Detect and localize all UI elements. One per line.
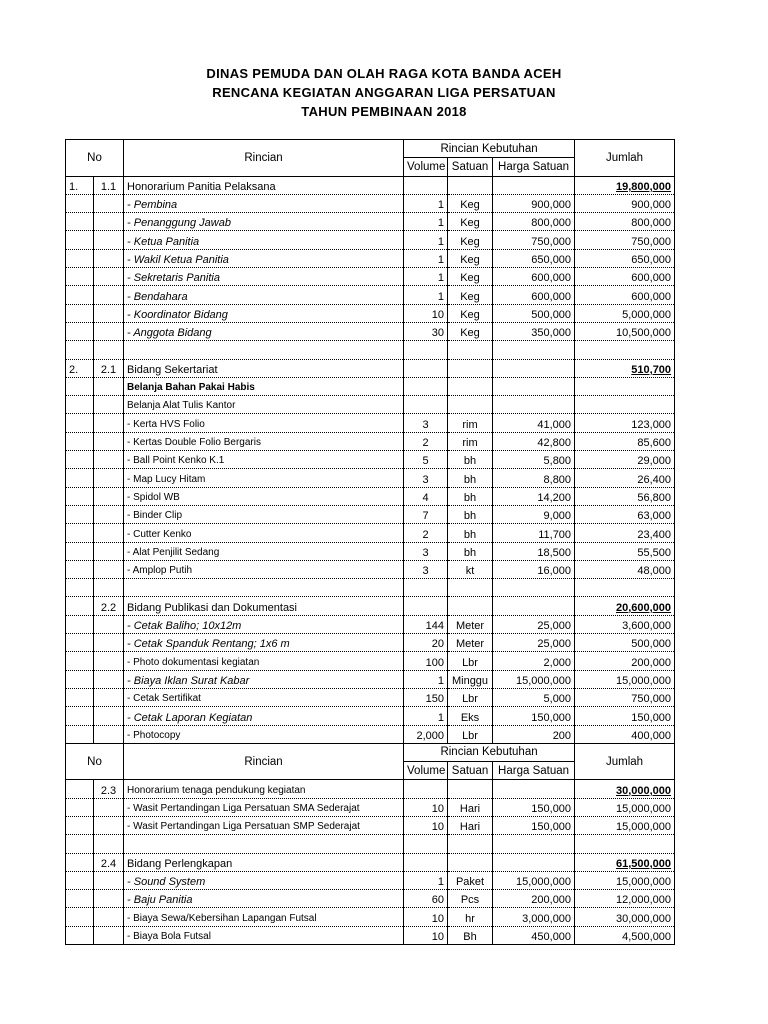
item-row — [66, 542, 675, 560]
section-row — [66, 359, 675, 377]
item-unit-price: 3,000,000 — [493, 908, 575, 926]
item-volume: 2,000 — [404, 725, 448, 743]
item-unit: Keg — [448, 231, 493, 249]
item-description: - Cetak Sertifikat — [124, 688, 404, 706]
item-unit: bh — [448, 542, 493, 560]
item-amount: 15,000,000 — [575, 670, 675, 688]
item-description: - Binder Clip — [124, 505, 404, 523]
item-description: - Kerta HVS Folio — [124, 414, 404, 432]
item-amount: 3,600,000 — [575, 615, 675, 633]
header-satuan: Satuan — [448, 762, 493, 780]
item-unit-price: 600,000 — [493, 286, 575, 304]
row-number: 2. — [66, 359, 94, 377]
item-unit-price: 900,000 — [493, 194, 575, 212]
item-unit: Keg — [448, 322, 493, 340]
item-amount: 15,000,000 — [575, 798, 675, 816]
item-amount: 56,800 — [575, 487, 675, 505]
item-row — [66, 926, 675, 944]
title-line-3: TAHUN PEMBINAAN 2018 — [301, 104, 467, 119]
item-amount: 150,000 — [575, 707, 675, 725]
item-unit-price: 25,000 — [493, 615, 575, 633]
item-amount: 4,500,000 — [575, 926, 675, 944]
item-row — [66, 469, 675, 487]
item-amount: 200,000 — [575, 652, 675, 670]
item-row — [66, 908, 675, 926]
item-row — [66, 634, 675, 652]
item-unit-price: 200,000 — [493, 890, 575, 908]
item-unit: Keg — [448, 249, 493, 267]
item-unit-price: 15,000,000 — [493, 871, 575, 889]
item-unit: Keg — [448, 268, 493, 286]
section-row — [66, 176, 675, 194]
item-row — [66, 725, 675, 743]
item-unit: Lbr — [448, 688, 493, 706]
item-description: - Koordinator Bidang — [124, 304, 404, 322]
item-volume: 144 — [404, 615, 448, 633]
item-unit-price: 600,000 — [493, 268, 575, 286]
row-subnumber: 1.1 — [94, 176, 124, 194]
item-amount: 750,000 — [575, 231, 675, 249]
row-subnumber: 2.1 — [94, 359, 124, 377]
item-unit: Bh — [448, 926, 493, 944]
item-description: - Alat Penjilit Sedang — [124, 542, 404, 560]
row-subnumber: 2.4 — [94, 853, 124, 871]
item-volume: 30 — [404, 322, 448, 340]
header-no: No — [66, 140, 124, 177]
item-unit: Hari — [448, 798, 493, 816]
item-unit-price: 8,800 — [493, 469, 575, 487]
item-unit-price: 350,000 — [493, 322, 575, 340]
item-description: - Ball Point Kenko K.1 — [124, 451, 404, 469]
item-unit-price: 41,000 — [493, 414, 575, 432]
item-unit: Meter — [448, 615, 493, 633]
section-total: 61,500,000 — [575, 853, 675, 871]
item-unit-price: 150,000 — [493, 816, 575, 834]
section-total: 19,800,000 — [575, 176, 675, 194]
item-amount: 23,400 — [575, 524, 675, 542]
item-unit: Lbr — [448, 652, 493, 670]
item-row — [66, 304, 675, 322]
table-header-row — [66, 140, 675, 158]
header-rincian: Rincian — [124, 743, 404, 780]
item-row — [66, 688, 675, 706]
item-row — [66, 194, 675, 212]
item-unit-price: 150,000 — [493, 707, 575, 725]
section-title: Bidang Perlengkapan — [124, 853, 404, 871]
item-volume: 10 — [404, 926, 448, 944]
item-volume: 10 — [404, 908, 448, 926]
item-volume: 1 — [404, 871, 448, 889]
item-description: - Cutter Kenko — [124, 524, 404, 542]
section-total: 20,600,000 — [575, 597, 675, 615]
item-unit-price: 450,000 — [493, 926, 575, 944]
item-amount: 26,400 — [575, 469, 675, 487]
item-amount: 30,000,000 — [575, 908, 675, 926]
item-volume: 2 — [404, 432, 448, 450]
item-volume: 100 — [404, 652, 448, 670]
section-row — [66, 780, 675, 798]
header-rincian-kebutuhan: Rincian Kebutuhan — [404, 140, 575, 158]
item-row — [66, 505, 675, 523]
item-volume: 3 — [404, 560, 448, 578]
item-row — [66, 652, 675, 670]
section-row — [66, 853, 675, 871]
item-unit: Keg — [448, 213, 493, 231]
item-amount: 600,000 — [575, 268, 675, 286]
item-unit-price: 5,000 — [493, 688, 575, 706]
item-unit-price: 18,500 — [493, 542, 575, 560]
row-number — [66, 597, 94, 615]
item-row — [66, 670, 675, 688]
header-jumlah: Jumlah — [575, 140, 675, 177]
item-description: - Bendahara — [124, 286, 404, 304]
row-number: 1. — [66, 176, 94, 194]
blank-row — [66, 835, 675, 853]
item-amount: 900,000 — [575, 194, 675, 212]
item-amount: 123,000 — [575, 414, 675, 432]
item-row — [66, 249, 675, 267]
item-row — [66, 231, 675, 249]
item-row — [66, 432, 675, 450]
item-unit-price: 150,000 — [493, 798, 575, 816]
item-unit: rim — [448, 414, 493, 432]
item-unit: Lbr — [448, 725, 493, 743]
row-number — [66, 780, 94, 798]
item-unit: Paket — [448, 871, 493, 889]
table-header-row — [66, 743, 675, 761]
item-description: - Biaya Iklan Surat Kabar — [124, 670, 404, 688]
item-volume: 20 — [404, 634, 448, 652]
section-total: 510,700 — [575, 359, 675, 377]
item-row — [66, 560, 675, 578]
item-description: - Sekretaris Panitia — [124, 268, 404, 286]
item-description: - Spidol WB — [124, 487, 404, 505]
item-unit-price: 25,000 — [493, 634, 575, 652]
item-volume: 1 — [404, 213, 448, 231]
item-description: - Baju Panitia — [124, 890, 404, 908]
section-row — [66, 597, 675, 615]
blank-row — [66, 341, 675, 359]
item-row — [66, 487, 675, 505]
item-description: - Amplop Putih — [124, 560, 404, 578]
item-amount: 63,000 — [575, 505, 675, 523]
item-amount: 15,000,000 — [575, 816, 675, 834]
budget-table — [65, 139, 675, 945]
item-volume: 1 — [404, 707, 448, 725]
item-amount: 48,000 — [575, 560, 675, 578]
header-no: No — [66, 743, 124, 780]
item-amount: 55,500 — [575, 542, 675, 560]
item-amount: 650,000 — [575, 249, 675, 267]
item-row — [66, 414, 675, 432]
item-volume: 1 — [404, 268, 448, 286]
item-amount: 750,000 — [575, 688, 675, 706]
item-description: - Wasit Pertandingan Liga Persatuan SMP Sederajat — [124, 816, 404, 834]
item-unit: bh — [448, 505, 493, 523]
item-row — [66, 615, 675, 633]
header-volume: Volume — [404, 762, 448, 780]
item-unit: Keg — [448, 194, 493, 212]
item-unit: kt — [448, 560, 493, 578]
item-description: - Wakil Ketua Panitia — [124, 249, 404, 267]
item-unit-price: 16,000 — [493, 560, 575, 578]
item-unit: Hari — [448, 816, 493, 834]
item-unit-price: 9,000 — [493, 505, 575, 523]
item-volume: 3 — [404, 469, 448, 487]
label-row — [66, 377, 675, 395]
row-subnumber: 2.3 — [94, 780, 124, 798]
item-volume: 7 — [404, 505, 448, 523]
item-row — [66, 286, 675, 304]
item-description: - Cetak Laporan Kegiatan — [124, 707, 404, 725]
item-amount: 500,000 — [575, 634, 675, 652]
item-unit-price: 500,000 — [493, 304, 575, 322]
item-row — [66, 707, 675, 725]
header-jumlah: Jumlah — [575, 743, 675, 780]
label-text: Belanja Bahan Pakai Habis — [124, 377, 404, 395]
item-amount: 5,000,000 — [575, 304, 675, 322]
item-unit: Eks — [448, 707, 493, 725]
item-unit: Keg — [448, 304, 493, 322]
row-number — [66, 853, 94, 871]
section-title: Bidang Sekertariat — [124, 359, 404, 377]
item-volume: 3 — [404, 414, 448, 432]
label-row — [66, 396, 675, 414]
item-volume: 1 — [404, 231, 448, 249]
item-amount: 400,000 — [575, 725, 675, 743]
item-row — [66, 213, 675, 231]
item-volume: 2 — [404, 524, 448, 542]
document-title-block — [0, 64, 768, 121]
item-description: - Photocopy — [124, 725, 404, 743]
item-description: - Sound System — [124, 871, 404, 889]
item-description: - Map Lucy Hitam — [124, 469, 404, 487]
section-title: Bidang Publikasi dan Dokumentasi — [124, 597, 404, 615]
item-row — [66, 816, 675, 834]
item-volume: 150 — [404, 688, 448, 706]
item-unit: Minggu — [448, 670, 493, 688]
item-description: - Cetak Spanduk Rentang; 1x6 m — [124, 634, 404, 652]
item-unit-price: 14,200 — [493, 487, 575, 505]
item-unit: bh — [448, 524, 493, 542]
item-volume: 1 — [404, 670, 448, 688]
item-unit: rim — [448, 432, 493, 450]
item-unit-price: 200 — [493, 725, 575, 743]
item-volume: 10 — [404, 304, 448, 322]
item-row — [66, 890, 675, 908]
item-unit: Pcs — [448, 890, 493, 908]
item-amount: 85,600 — [575, 432, 675, 450]
item-volume: 5 — [404, 451, 448, 469]
item-amount: 10,500,000 — [575, 322, 675, 340]
item-description: - Biaya Bola Futsal — [124, 926, 404, 944]
item-volume: 10 — [404, 798, 448, 816]
item-row — [66, 871, 675, 889]
section-title: Honorarium Panitia Pelaksana — [124, 176, 404, 194]
item-amount: 29,000 — [575, 451, 675, 469]
item-unit-price: 2,000 — [493, 652, 575, 670]
item-row — [66, 268, 675, 286]
item-unit-price: 15,000,000 — [493, 670, 575, 688]
item-volume: 3 — [404, 542, 448, 560]
section-title: Honorarium tenaga pendukung kegiatan — [124, 780, 404, 798]
item-unit: Meter — [448, 634, 493, 652]
header-harga-satuan: Harga Satuan — [493, 158, 575, 176]
item-amount: 15,000,000 — [575, 871, 675, 889]
item-description: - Biaya Sewa/Kebersihan Lapangan Futsal — [124, 908, 404, 926]
item-row — [66, 451, 675, 469]
item-row — [66, 798, 675, 816]
item-amount: 800,000 — [575, 213, 675, 231]
item-volume: 4 — [404, 487, 448, 505]
title-line-2: RENCANA KEGIATAN ANGGARAN LIGA PERSATUAN — [212, 85, 556, 100]
item-unit: bh — [448, 451, 493, 469]
blank-row — [66, 579, 675, 597]
item-description: - Ketua Panitia — [124, 231, 404, 249]
item-unit-price: 42,800 — [493, 432, 575, 450]
item-unit-price: 650,000 — [493, 249, 575, 267]
header-harga-satuan: Harga Satuan — [493, 762, 575, 780]
item-unit: bh — [448, 469, 493, 487]
item-description: - Cetak Baliho; 10x12m — [124, 615, 404, 633]
item-volume: 60 — [404, 890, 448, 908]
item-volume: 10 — [404, 816, 448, 834]
item-amount: 600,000 — [575, 286, 675, 304]
item-description: - Pembina — [124, 194, 404, 212]
item-description: - Anggota Bidang — [124, 322, 404, 340]
item-volume: 1 — [404, 286, 448, 304]
item-volume: 1 — [404, 249, 448, 267]
section-total: 30,000,000 — [575, 780, 675, 798]
item-unit: hr — [448, 908, 493, 926]
item-unit: bh — [448, 487, 493, 505]
header-rincian-kebutuhan: Rincian Kebutuhan — [404, 743, 575, 761]
header-satuan: Satuan — [448, 158, 493, 176]
item-unit-price: 5,800 — [493, 451, 575, 469]
item-unit-price: 11,700 — [493, 524, 575, 542]
item-description: - Wasit Pertandingan Liga Persatuan SMA Sederajat — [124, 798, 404, 816]
item-description: - Penanggung Jawab — [124, 213, 404, 231]
label-text: Belanja Alat Tulis Kantor — [124, 396, 404, 414]
title-line-1: DINAS PEMUDA DAN OLAH RAGA KOTA BANDA ACEH — [206, 66, 562, 81]
row-subnumber: 2.2 — [94, 597, 124, 615]
item-volume: 1 — [404, 194, 448, 212]
item-amount: 12,000,000 — [575, 890, 675, 908]
item-description: - Photo dokumentasi kegiatan — [124, 652, 404, 670]
item-description: - Kertas Double Folio Bergaris — [124, 432, 404, 450]
item-row — [66, 322, 675, 340]
item-row — [66, 524, 675, 542]
header-rincian: Rincian — [124, 140, 404, 177]
item-unit-price: 800,000 — [493, 213, 575, 231]
header-volume: Volume — [404, 158, 448, 176]
item-unit: Keg — [448, 286, 493, 304]
item-unit-price: 750,000 — [493, 231, 575, 249]
